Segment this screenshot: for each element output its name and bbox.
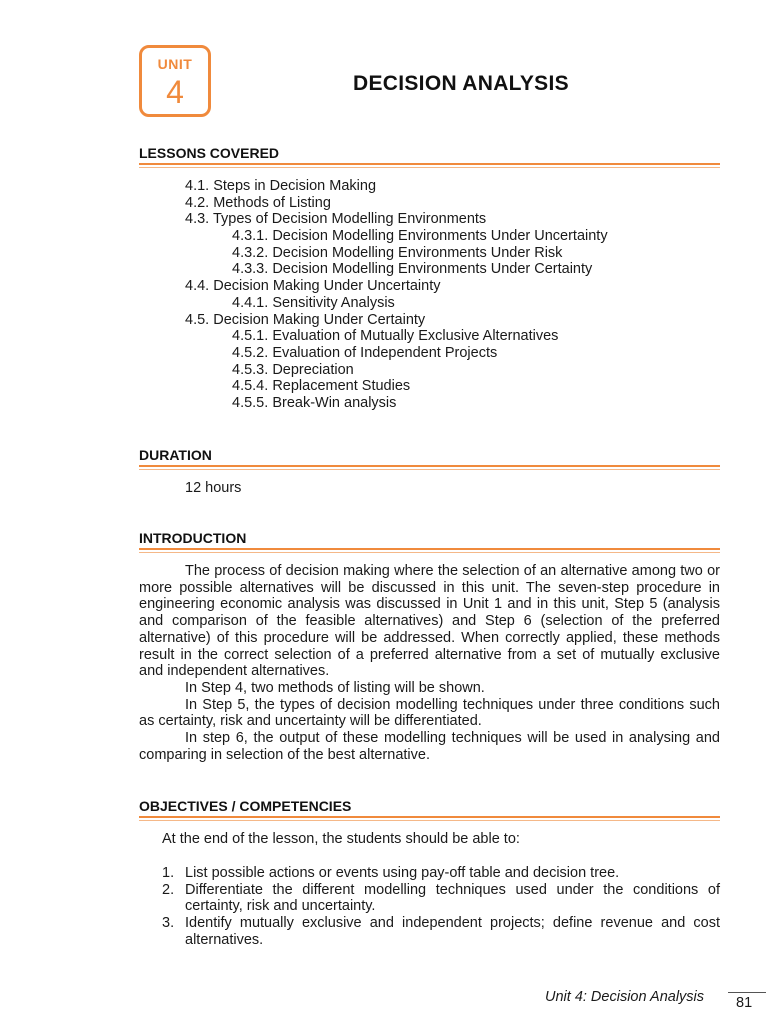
lesson-title: Evaluation of Mutually Exclusive Alternatives [272, 328, 559, 345]
objective-item [162, 882, 720, 915]
heading-rule [139, 816, 720, 818]
introduction-body [139, 563, 720, 763]
lesson-title: Steps in Decision Making [213, 178, 377, 194]
heading-rule-secondary [139, 552, 720, 553]
lesson-number: 4.3.2. [232, 244, 269, 261]
lesson-number: 4.4. [185, 278, 210, 295]
lesson-item [0, 261, 768, 278]
lesson-title: Replacement Studies [272, 378, 411, 395]
duration-value: 12 hours [185, 480, 242, 496]
lessons-covered-heading [139, 145, 720, 161]
lesson-item [0, 345, 768, 362]
lesson-number: 4.5.2. [232, 344, 269, 361]
lesson-title: Evaluation of Independent Projects [272, 344, 498, 361]
lesson-item [0, 328, 768, 345]
objectives-heading [139, 798, 720, 814]
introduction-paragraph: In step 6, the output of these modelling techniques will be used in analysing and comparing in selection of the best alternative. [139, 730, 720, 763]
heading-rule-secondary [139, 469, 720, 470]
lesson-title: Decision Modelling Environments Under Uncertainty [272, 228, 608, 245]
duration-label: DURATION [139, 447, 212, 463]
lesson-number: 4.5.4. [232, 378, 269, 395]
lesson-item [0, 362, 768, 379]
unit-number: 4 [166, 74, 184, 110]
lesson-number: 4.5.1. [232, 328, 269, 345]
lesson-number: 4.5. [185, 311, 210, 328]
heading-rule-secondary [139, 167, 720, 168]
heading-rule [139, 548, 720, 550]
heading-rule [139, 163, 720, 165]
lesson-item [0, 278, 768, 295]
footer-unit-label: Unit 4: Decision Analysis [545, 989, 705, 1005]
lesson-item [0, 211, 768, 228]
lesson-number: 4.2. [185, 194, 210, 211]
lesson-title: Decision Making Under Uncertainty [213, 278, 441, 295]
lesson-number: 4.4.1. [232, 294, 269, 311]
lesson-title: Decision Making Under Certainty [213, 311, 426, 328]
page-number-rule [728, 992, 766, 993]
lesson-title: Methods of Listing [213, 194, 331, 211]
lesson-item [0, 295, 768, 312]
objective-text: List possible actions or events using pay-off table and decision tree. [185, 865, 620, 881]
lesson-number: 4.5.5. [232, 394, 269, 411]
objective-text: Identify mutually exclusive and independent projects; define revenue and cost alternatives. [185, 915, 720, 948]
page-number: 81 [736, 995, 753, 1011]
lesson-title: Decision Modelling Environments Under Risk [272, 244, 563, 261]
heading-rule-secondary [139, 820, 720, 821]
page-title: DECISION ANALYSIS [353, 72, 569, 95]
lesson-number: 4.3. [185, 211, 210, 228]
lesson-number: 4.3.1. [232, 228, 269, 245]
introduction-heading [139, 530, 720, 546]
duration-heading [139, 447, 720, 463]
lesson-item [0, 378, 768, 395]
lessons-list [0, 178, 768, 412]
lesson-title: Depreciation [272, 361, 354, 378]
lesson-item [0, 395, 768, 412]
unit-label: UNIT [157, 56, 193, 72]
lesson-number: 4.3.3. [232, 261, 269, 278]
introduction-paragraph: The process of decision making where the selection of an alternative among two or more possible alternatives will be discussed in this unit. The seven-step procedure in engineering economic analysis was discussed in Unit 1 and in this unit, Step 5 (analysis and comparison of the feasible alternatives) and Step 6 (selection of the preferred alternative) of this procedure will be addressed. When correctly applied, these methods result in the correct selection of a preferred alternative from a set of mutually exclusive and independent alternatives. [139, 563, 720, 680]
lessons-covered-label: LESSONS COVERED [139, 145, 280, 161]
lesson-title: Sensitivity Analysis [272, 294, 395, 311]
objective-item [162, 865, 720, 882]
introduction-label: INTRODUCTION [139, 530, 247, 546]
introduction-paragraph: In Step 4, two methods of listing will be shown. [185, 679, 485, 696]
lesson-item [0, 312, 768, 329]
heading-rule [139, 465, 720, 467]
objective-text: Differentiate the different modelling techniques used under the conditions of certainty, risk and uncertainty. [185, 881, 720, 915]
objectives-label: OBJECTIVES / COMPETENCIES [139, 798, 352, 814]
lesson-title: Break-Win analysis [272, 394, 397, 411]
objective-number: 2. [162, 881, 175, 898]
objectives-lead: At the end of the lesson, the students should be able to: [162, 831, 520, 847]
objective-number: 1. [162, 865, 175, 881]
lesson-title: Decision Modelling Environments Under Certainty [272, 261, 593, 278]
lesson-item [0, 245, 768, 262]
introduction-paragraph: In Step 5, the types of decision modelling techniques under three conditions such as certainty, risk and uncertainty will be differentiated. [139, 696, 720, 730]
lesson-item [0, 195, 768, 212]
unit-badge [139, 45, 211, 117]
lesson-number: 4.1. [185, 178, 210, 194]
lesson-item [0, 178, 768, 195]
lesson-item [0, 228, 768, 245]
lesson-title: Types of Decision Modelling Environments [212, 211, 487, 228]
lesson-number: 4.5.3. [232, 361, 269, 378]
objective-number: 3. [162, 915, 175, 932]
objective-item [162, 915, 720, 948]
objectives-list [162, 865, 720, 949]
